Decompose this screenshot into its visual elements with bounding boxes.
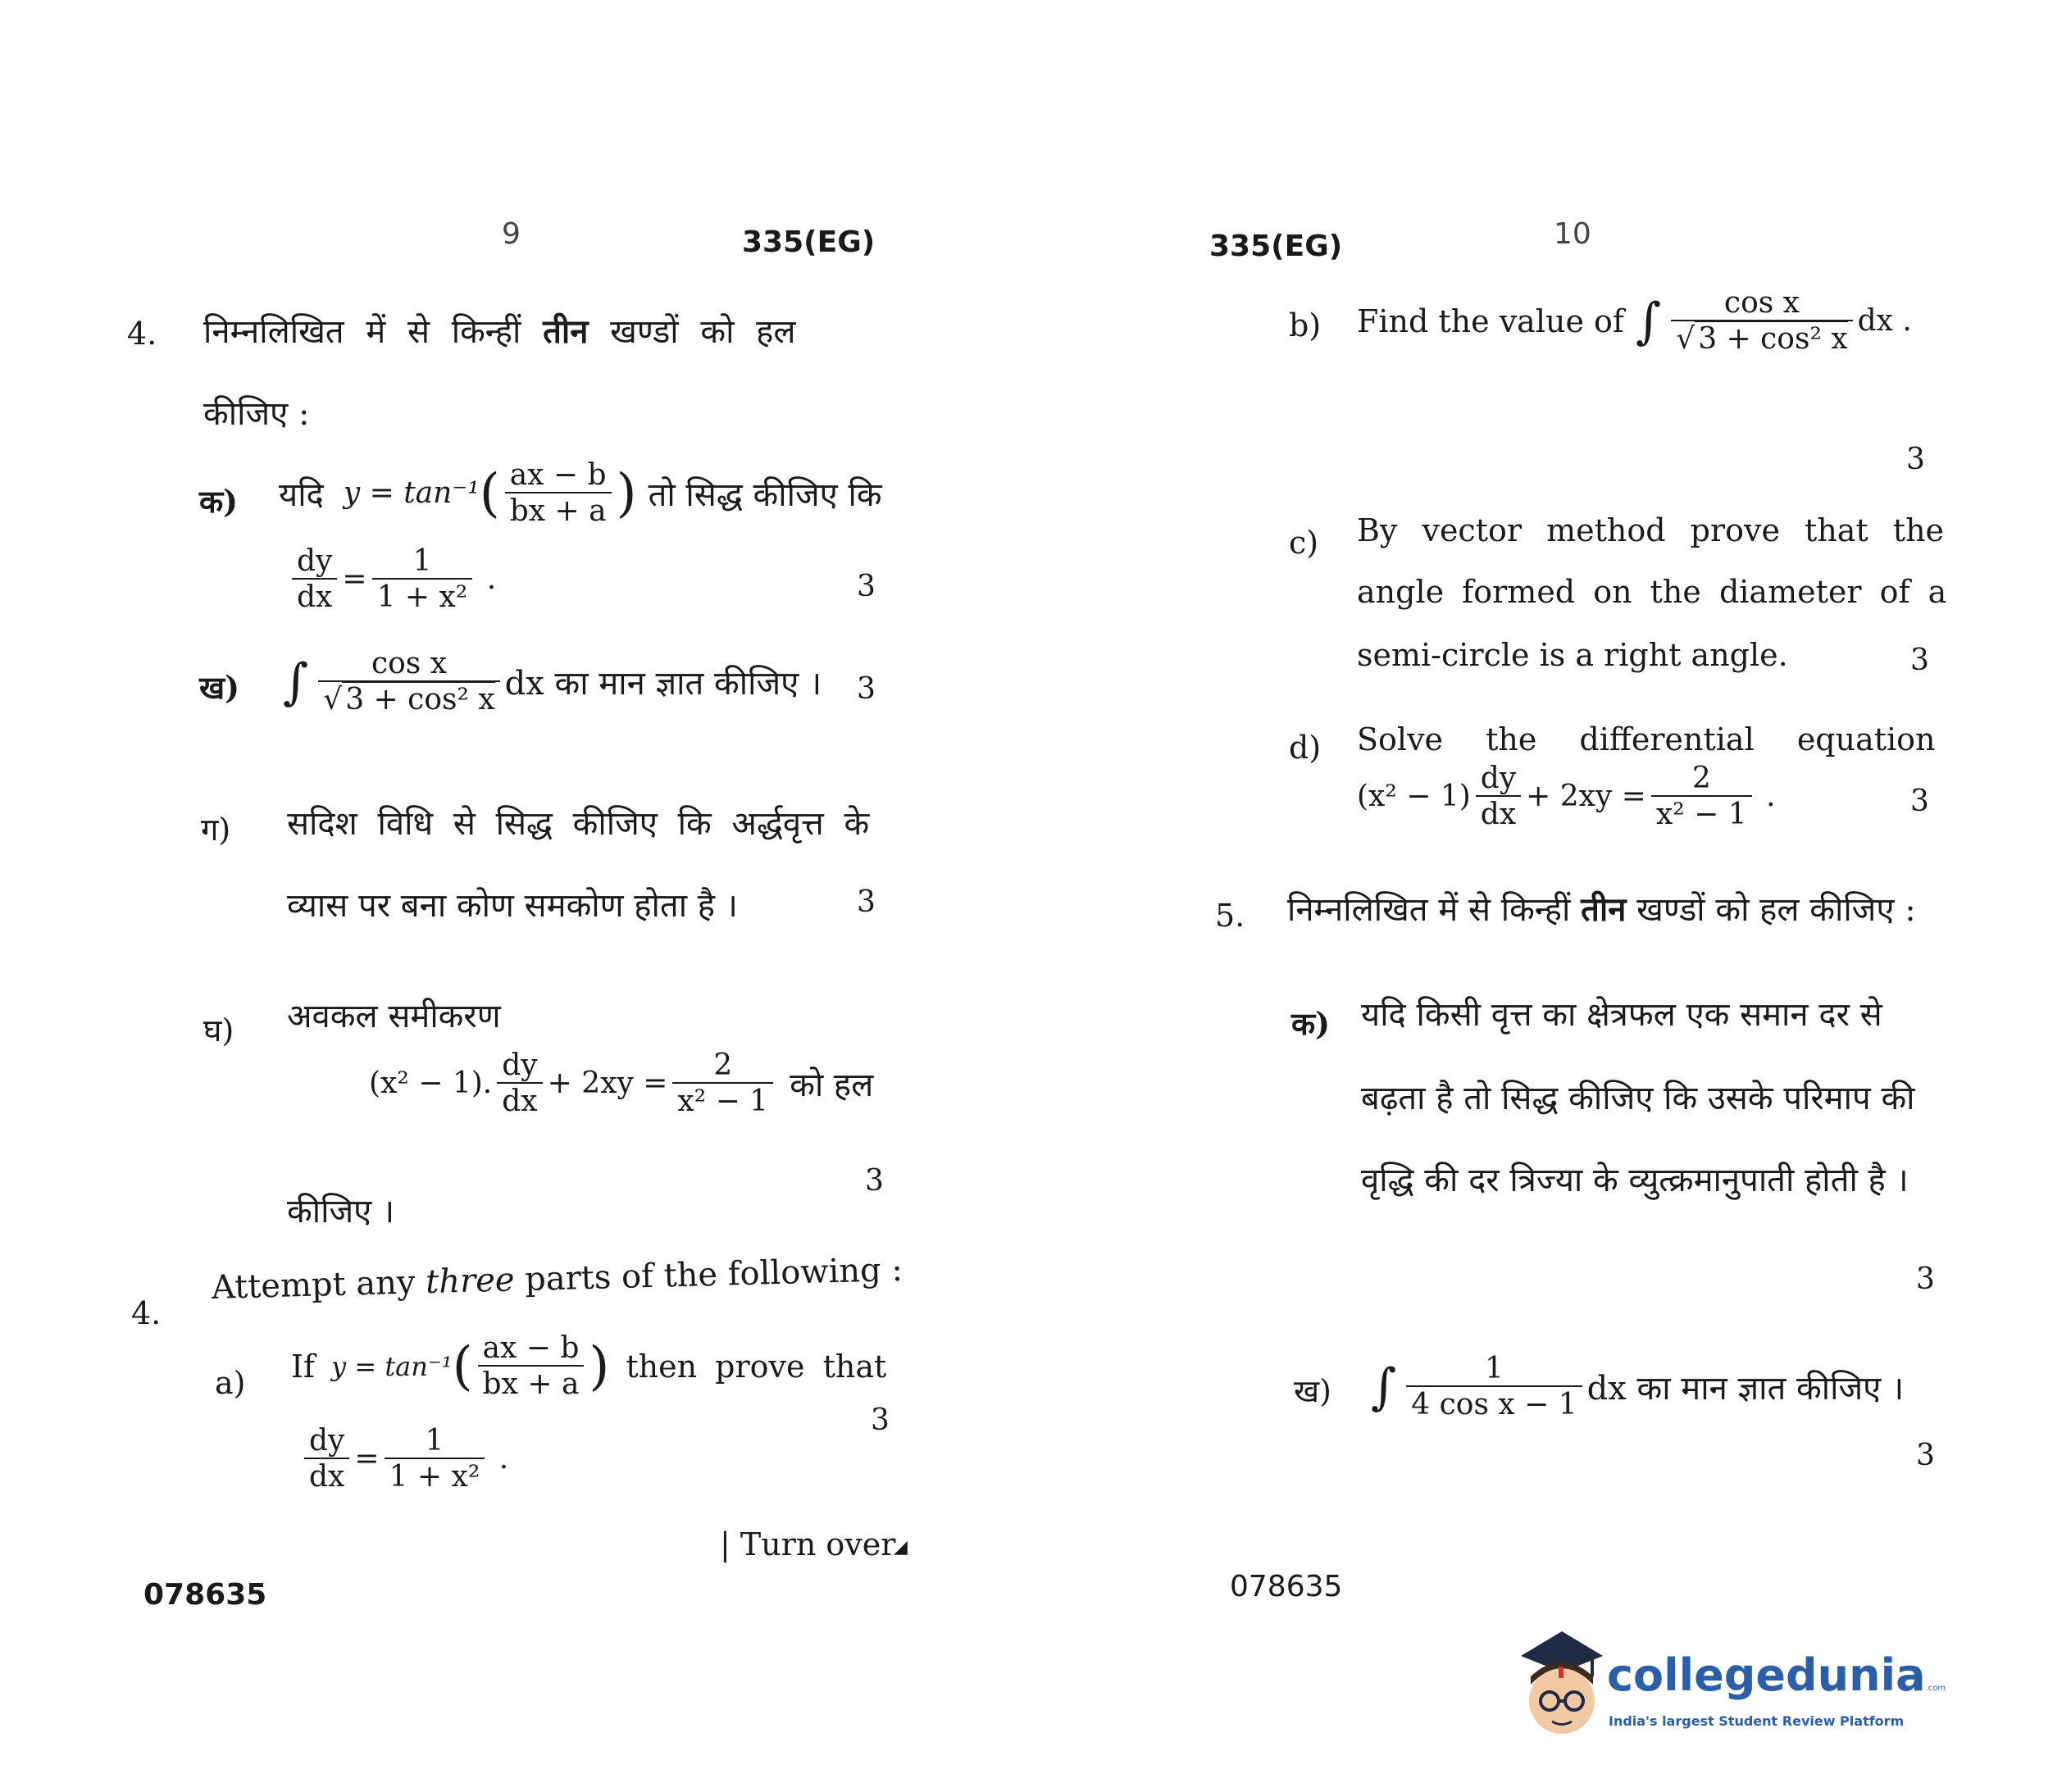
q4-a-statement: If y = tan⁻¹ ( $\frac{ax - b}{bx + a}$ ) then prove that <box>291 1331 887 1401</box>
q4-ga-line1: सदिश विधि से सिद्ध कीजिए कि अर्द्धवृत्त के <box>287 805 870 843</box>
q-c-line2: angle formed on the diameter of a <box>1357 574 1947 610</box>
collegedunia-logo: collegedunia.com <box>1607 1649 1946 1701</box>
q4-a-result: $\frac{dy}{dx}$ = $\frac{1}{\text{1 + x²}}$ . <box>299 1425 508 1493</box>
q4-english-intro: Attempt any three parts of the following : <box>211 1250 904 1307</box>
q4-gha-label: घ) <box>203 1012 234 1048</box>
q5-kha-marks: 3 <box>1916 1439 1935 1472</box>
q-b-marks: 3 <box>1906 443 1925 476</box>
q-d-equation: (x² − 1) $\frac{dy}{dx}$ + 2xy = $\frac{2}{\text{x² − 1}}$ . <box>1357 762 1776 831</box>
q4-ka-label: क) <box>199 483 239 520</box>
right-page-number: 10 <box>1554 217 1591 251</box>
q-c-label: c) <box>1289 525 1319 561</box>
q4-ka-result: $\frac{dy}{dx}$ = $\frac{1}{\text{1 + x²}}$ . <box>287 545 496 613</box>
integral-sign-icon: ∫ <box>283 653 309 711</box>
q-c-line1: By vector method prove that the <box>1357 512 1945 548</box>
collegedunia-mascot-icon <box>1513 1627 1611 1742</box>
q4-gha-line3: कीजिए । <box>287 1193 395 1230</box>
q4-gha-marks: 3 <box>865 1164 884 1198</box>
left-footer-code: 078635 <box>143 1578 267 1612</box>
q5-kha-label: ख) <box>1294 1373 1331 1409</box>
q5-ka-label: क) <box>1291 1005 1331 1042</box>
q4-kha-marks: 3 <box>857 672 876 706</box>
arrow-icon: ◢ <box>894 1537 908 1558</box>
collegedunia-tagline: India's largest Student Review Platform <box>1609 1713 1905 1729</box>
q5-ka-marks: 3 <box>1916 1262 1935 1296</box>
left-page-code: 335(EG) <box>742 225 876 259</box>
right-footer-code: 078635 <box>1230 1570 1343 1603</box>
q4-english-number: 4. <box>131 1295 162 1331</box>
q4-gha-line1: अवकल समीकरण <box>287 998 501 1035</box>
q5-ka-line1: यदि किसी वृत्त का क्षेत्रफल एक समान दर से <box>1361 996 1882 1034</box>
q-c-marks: 3 <box>1910 644 1929 677</box>
q4-ga-label: ग) <box>201 812 231 848</box>
integral-sign-icon: ∫ <box>1635 292 1662 350</box>
q5-number: 5. <box>1215 898 1245 934</box>
q-d-label: d) <box>1289 730 1322 766</box>
q-d-marks: 3 <box>1910 785 1929 818</box>
q4-ka-marks: 3 <box>857 570 876 603</box>
q-d-line1: Solve the differential equation <box>1357 721 1936 757</box>
q4-ga-marks: 3 <box>857 885 876 919</box>
q4-ga-line2: व्यास पर बना कोण समकोण होता है । <box>287 887 738 925</box>
q-b-statement: Find the value of ∫ $\frac{\text{cos x}}{\text{√ 3 + cos² x}}$ dx . <box>1357 286 1912 356</box>
q4-a-marks: 3 <box>871 1403 890 1437</box>
q-c-line3: semi-circle is a right angle. <box>1357 637 1788 673</box>
right-page-code: 335(EG) <box>1209 230 1343 263</box>
q4-kha-statement: ∫ $\frac{\text{cos x}}{\text{√ 3 + cos² x}}$ dx का मान ज्ञात कीजिए । <box>283 647 822 716</box>
q-b-label: b) <box>1289 307 1322 343</box>
integral-sign-icon: ∫ <box>1371 1358 1397 1416</box>
q5-ka-line2: बढ़ता है तो सिद्ध कीजिए कि उसके परिमाप की <box>1361 1080 1915 1117</box>
q4-kha-label: ख) <box>199 669 240 706</box>
turn-over-note: | Turn over <box>720 1526 896 1562</box>
q4-hindi-intro-line1: निम्नलिखित में से किन्हीं तीन खण्डों को हल <box>203 312 796 351</box>
q5-intro: निम्नलिखित में से किन्हीं तीन खण्डों को हल कीजिए : <box>1287 890 1916 929</box>
q4-ka-statement: यदि y = tan⁻¹ ( $\frac{ax - b}{bx + a}$ ) तो सिद्ध कीजिए कि <box>279 458 882 528</box>
q5-ka-line3: वृद्धि की दर त्रिज्या के व्युत्क्रमानुपाती होती है । <box>1361 1162 1909 1199</box>
q4-gha-equation: (x² − 1) . $\frac{dy}{dx}$ + 2xy = $\frac{2}{\text{x² − 1}}$ को हल <box>369 1048 874 1118</box>
q4-hindi-intro-line2: कीजिए : <box>203 395 310 433</box>
left-page-number: 9 <box>502 217 521 251</box>
q4-hindi-number: 4. <box>127 316 157 352</box>
q5-kha-statement: ∫ $\frac{1}{\text{4 cos x − 1}}$ dx का मान ज्ञात कीजिए । <box>1371 1352 1905 1421</box>
q4-a-label: a) <box>215 1365 246 1401</box>
